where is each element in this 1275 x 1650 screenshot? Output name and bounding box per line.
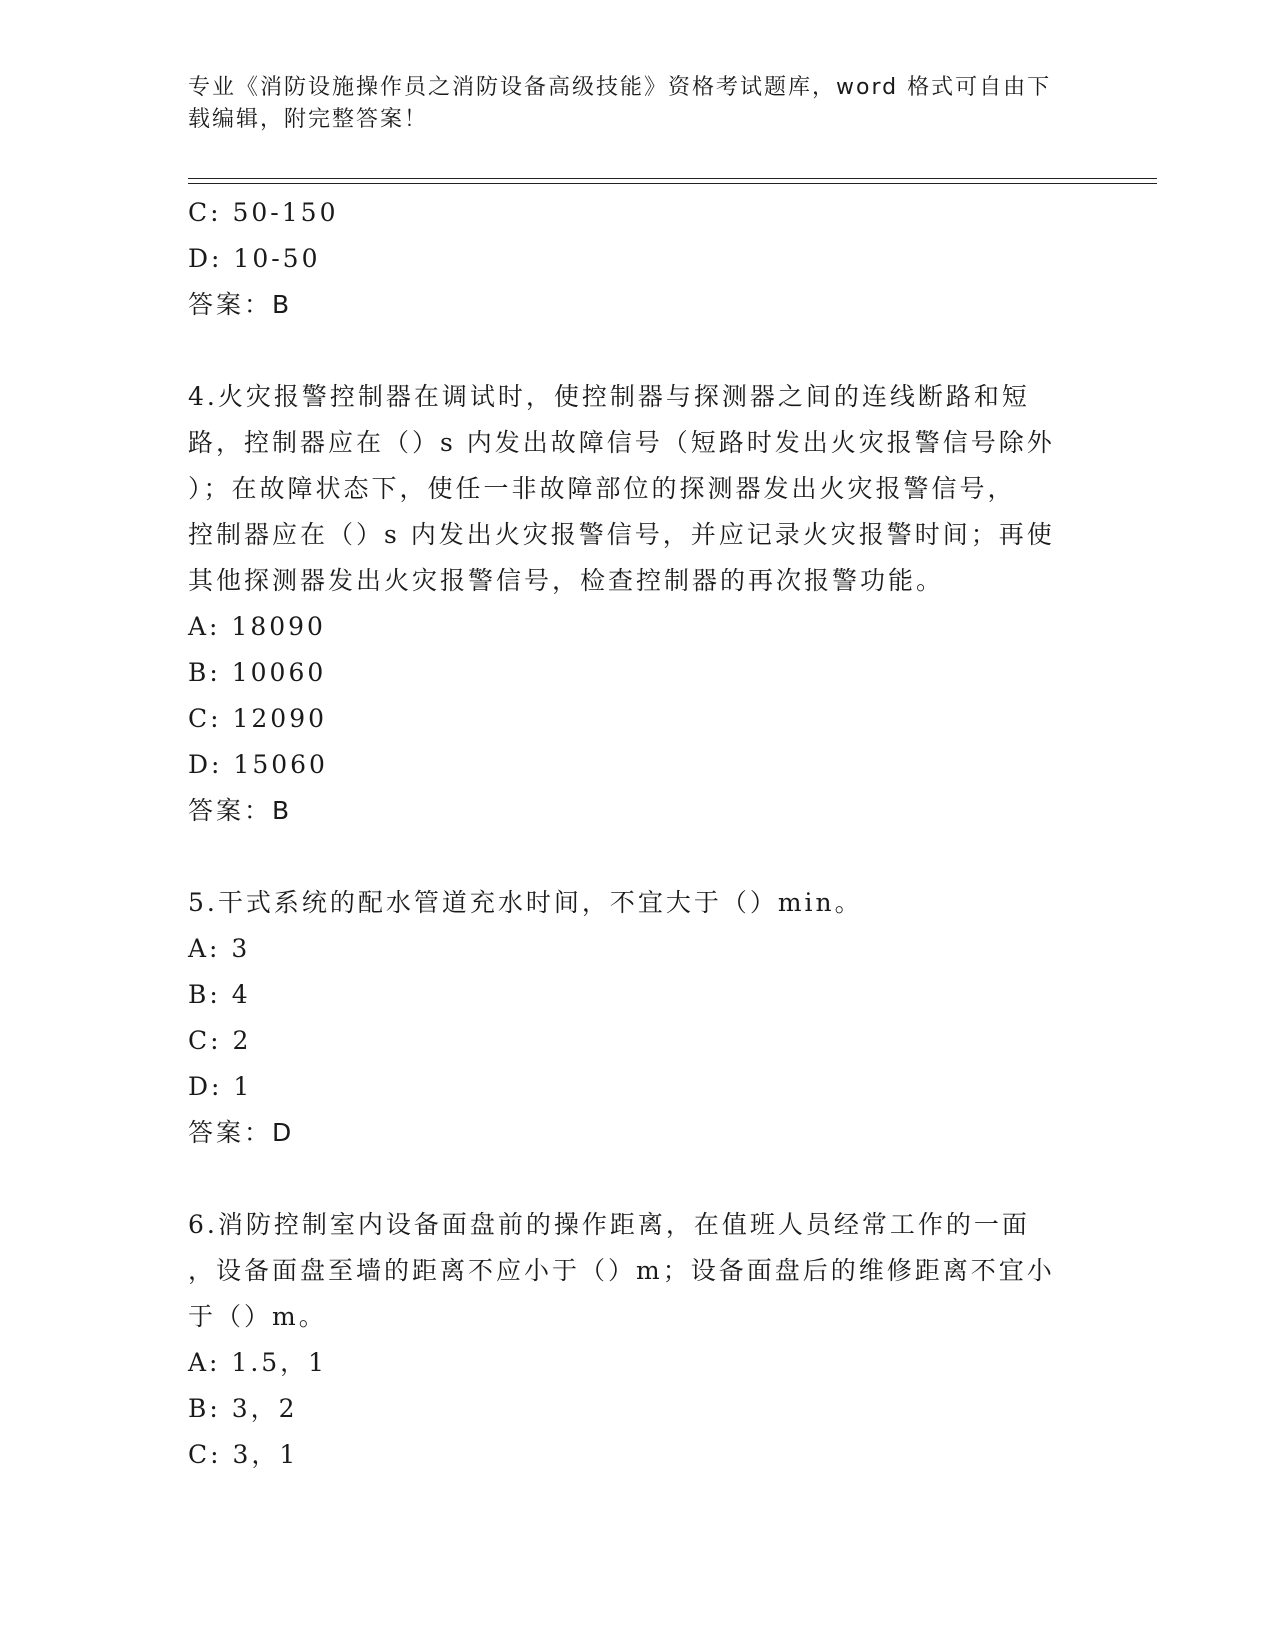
option-d: D: 1 (188, 1072, 253, 1101)
header-divider-bottom (188, 183, 1157, 184)
question-stem-line: ，设备面盘至墙的距离不应小于（）m；设备面盘后的维修距离不宜小 (188, 1256, 1055, 1285)
question-stem-line: ）；在故障状态下，使任一非故障部位的探测器发出火灾报警信号， (188, 474, 1016, 503)
document-header (188, 72, 1088, 136)
question-3-tail (188, 190, 1088, 328)
option-b: B: 10060 (188, 658, 327, 687)
option-a: A: 3 (188, 934, 251, 963)
question-5 (188, 880, 1088, 1156)
answer-label: 答案：B (188, 290, 293, 319)
question-list (188, 190, 1088, 1478)
option-b: B: 4 (188, 980, 251, 1009)
option-a: A: 18090 (188, 612, 326, 641)
question-stem-line: 于（）m。 (188, 1302, 327, 1331)
answer-label: 答案：D (188, 1118, 295, 1147)
question-stem-line: 6.消防控制室内设备面盘前的操作距离，在值班人员经常工作的一面 (188, 1210, 1030, 1239)
option-a: A: 1.5，1 (188, 1348, 328, 1377)
answer-label: 答案：B (188, 796, 293, 825)
question-6 (188, 1202, 1088, 1478)
header-divider-top (188, 178, 1157, 179)
option-d: D: 15060 (188, 750, 328, 779)
header-line-1: 专业《消防设施操作员之消防设备高级技能》资格考试题库，word 格式可自由下 (188, 75, 1052, 100)
question-stem-line: 路，控制器应在（）s 内发出故障信号（短路时发出火灾报警信号除外 (188, 428, 1055, 457)
question-4 (188, 374, 1088, 834)
option-c: C: 12090 (188, 704, 328, 733)
option-c: C: 3，1 (188, 1440, 299, 1469)
header-line-2: 载编辑，附完整答案！ (188, 107, 429, 132)
option-d: D: 10-50 (188, 244, 321, 273)
question-stem-line: 5.干式系统的配水管道充水时间，不宜大于（）min。 (188, 888, 863, 917)
question-stem-line: 其他探测器发出火灾报警信号，检查控制器的再次报警功能。 (188, 566, 945, 595)
question-stem-line: 控制器应在（）s 内发出火灾报警信号，并应记录火灾报警时间；再使 (188, 520, 1055, 549)
option-c: C: 50-150 (188, 198, 339, 227)
option-c: C: 2 (188, 1026, 252, 1055)
option-b: B: 3，2 (188, 1394, 298, 1423)
question-stem-line: 4.火灾报警控制器在调试时，使控制器与探测器之间的连线断路和短 (188, 382, 1030, 411)
